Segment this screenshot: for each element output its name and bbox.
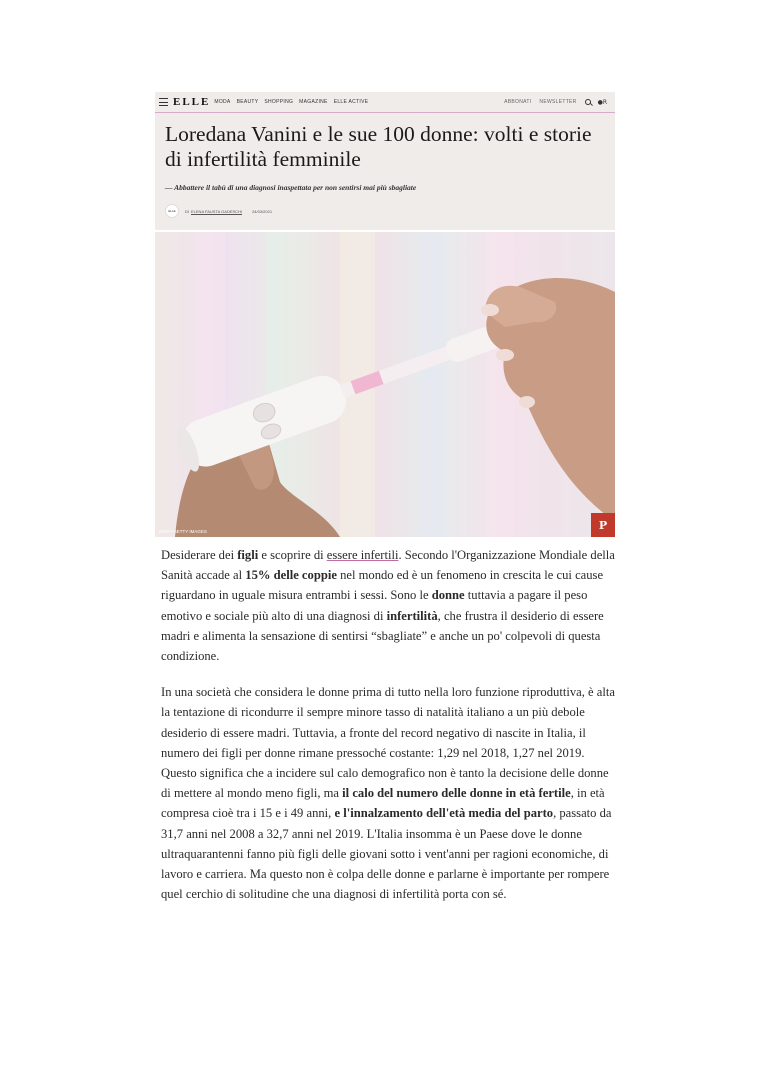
p1-bold-donne: donne xyxy=(431,588,465,603)
nav-item-shopping[interactable]: SHOPPING xyxy=(264,99,294,105)
paragraph-2 xyxy=(161,682,619,904)
nav-right-group xyxy=(504,92,607,112)
top-navbar xyxy=(155,92,615,113)
byline xyxy=(165,205,272,217)
p2-bold-innalzamento: e l'innalzamento dell'età media del parto xyxy=(334,806,554,821)
elle-logo[interactable]: ELLE xyxy=(173,96,211,108)
p1-bold-infertilita: infertilità xyxy=(386,608,438,623)
p2-text-c: , in età compresa cioè tra i 15 e i 49 anni, xyxy=(161,786,605,821)
paragraph-1 xyxy=(161,545,619,666)
image-credit: BSIP • GETTY IMAGES xyxy=(159,529,207,534)
p1-text-f: nel mondo ed è un fenomeno in crescita le cui cause riguardano in uguale misura entrambi i sessi. Sono le xyxy=(161,568,604,603)
article-header xyxy=(155,92,615,230)
author-avatar: ELLE xyxy=(165,204,179,218)
pregnancy-test-illustration xyxy=(155,232,615,537)
p1-text-d: . Secondo l'Organizzazione Mondiale della Sanità accade al xyxy=(161,548,615,583)
search-icon[interactable] xyxy=(585,99,592,106)
nav-item-moda[interactable]: MODA xyxy=(214,99,231,105)
author-link[interactable]: ELENA FAUSTA GADESCHI xyxy=(191,208,243,214)
p1-text-c: e scoprire di xyxy=(258,548,327,562)
p2-text-e: , passato da 31,7 anni nel 2008 a 32,7 anni nel 2019. L'Italia insomma è un Paese dove le donne ultraquarantenni fanno più figli delle giovani sotto i vent'anni per ragioni economiche, di lavoro e carriera. Ma questo non è colpa delle donne e parlarne è importante per rompere quel cerchio di solitudine che una diagnosi di infertilità porta con sé. xyxy=(161,806,612,902)
article-title: Loredana Vanini e le sue 100 donne: volti e storie di infertilità femminile xyxy=(165,122,592,171)
article-page xyxy=(155,92,615,902)
nav-item-elle-active[interactable]: ELLE ACTIVE xyxy=(333,99,369,105)
p1-text-h: tuttavia a pagare il peso emotivo e sociale più alto di una diagnosi di xyxy=(161,588,588,623)
byline-prefix: DI xyxy=(185,208,189,214)
user-account-icon[interactable]: ●R xyxy=(597,98,607,106)
nav-item-beauty[interactable]: BEAUTY xyxy=(236,99,259,105)
pinterest-share-button[interactable] xyxy=(591,513,615,537)
p2-text-a: In una società che considera le donne prima di tutto nella loro funzione riproduttiva, è alta la tentazione di ricondurre il sempre minore tasso di natalità italiano a un più debole desiderio di essere madri. Tuttavia, a fronte del record negativo di nascite in Italia, il numero dei figli per donne rimane pressoché costante: 1,29 nel 2018, 1,27 nel 2019. Questo significa che a incidere sul calo demografico non è tanto la decisione delle donne di mettere al mondo meno figli, ma xyxy=(161,685,615,801)
link-essere-infertili[interactable]: essere infertili xyxy=(326,548,399,562)
nav-item-abbonati[interactable]: ABBONATI xyxy=(504,99,532,105)
pinterest-icon: P xyxy=(598,518,608,532)
p1-bold-coppie: 15% delle coppie xyxy=(245,568,337,583)
p2-bold-calo: il calo del numero delle donne in età fertile xyxy=(342,786,571,801)
nav-item-magazine[interactable]: MAGAZINE xyxy=(299,99,328,105)
nav-item-newsletter[interactable]: NEWSLETTER xyxy=(539,99,577,105)
publish-date: 24/03/2021 xyxy=(252,208,273,214)
p1-bold-figli: figli xyxy=(237,548,259,562)
p1-text-a: Desiderare dei xyxy=(161,548,238,562)
hero-image xyxy=(155,232,615,537)
article-subtitle: — Abbattere il tabù di una diagnosi inaspettata per non sentirsi mai più sbagliate xyxy=(165,183,417,192)
p1-text-j: , che frustra il desiderio di essere madri e alimenta la sensazione di sentirsi “sbagliate” e anche un po' colpevoli di questa condizione. xyxy=(161,608,604,664)
hamburger-menu-icon[interactable] xyxy=(159,98,168,106)
article-body xyxy=(161,545,619,920)
